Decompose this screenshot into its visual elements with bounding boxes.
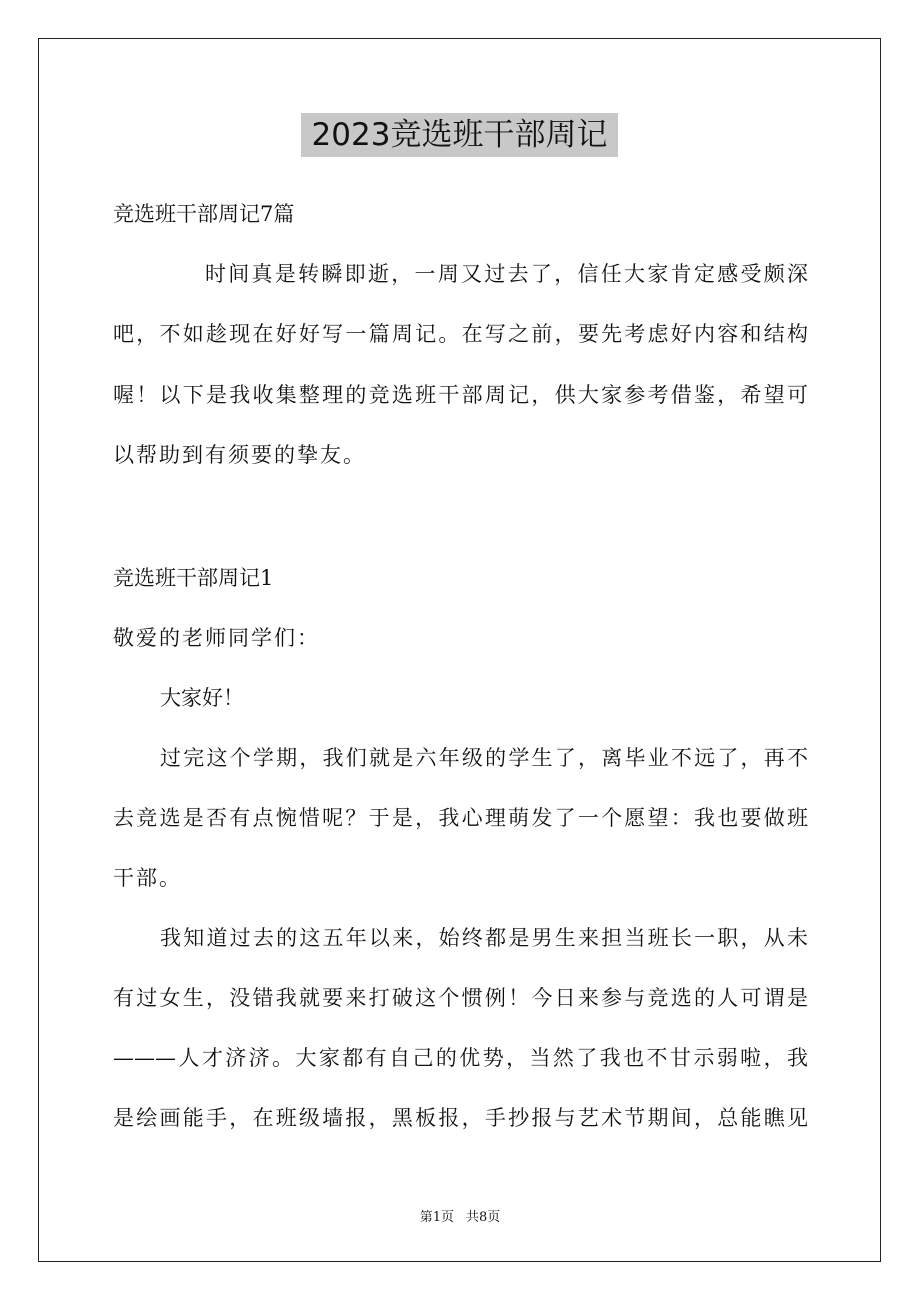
page-footer bbox=[0, 1206, 920, 1225]
paragraph-line: 过完这个学期，我们就是六年级的学生了，离毕业不远了，再不 bbox=[160, 746, 808, 770]
subtitle: 竞选班干部周记7篇 bbox=[113, 202, 295, 226]
salutation: 敬爱的老师同学们： bbox=[113, 626, 320, 650]
page-number: 第1页 bbox=[419, 1210, 454, 1225]
paragraph-line: 干部。 bbox=[113, 866, 182, 890]
paragraph-line: ———人才济济。大家都有自己的优势，当然了我也不甘示弱啦，我 bbox=[113, 1046, 808, 1070]
paragraph-line: 是绘画能手，在班级墙报，黑板报，手抄报与艺术节期间，总能瞧见 bbox=[113, 1106, 808, 1130]
section-heading: 竞选班干部周记1 bbox=[113, 566, 274, 590]
page-total: 共8页 bbox=[466, 1210, 501, 1225]
paragraph-line: 我知道过去的这五年以来，始终都是男生来担当班长一职，从未 bbox=[160, 926, 808, 950]
document-title: 2023竞选班干部周记 bbox=[301, 113, 618, 157]
intro-line: 以帮助到有须要的挚友。 bbox=[113, 443, 366, 467]
paragraph-line: 去竞选是否有点惋惜呢？于是，我心理萌发了一个愿望：我也要做班 bbox=[113, 806, 808, 830]
intro-line: 时间真是转瞬即逝，一周又过去了，信任大家肯定感受颇深 bbox=[205, 262, 808, 286]
paragraph-line: 有过女生，没错我就要来打破这个惯例！今日来参与竞选的人可谓是 bbox=[113, 986, 808, 1010]
greeting: 大家好！ bbox=[160, 686, 244, 710]
intro-line: 吧，不如趁现在好好写一篇周记。在写之前，要先考虑好内容和结构 bbox=[113, 322, 808, 346]
intro-line: 喔！以下是我收集整理的竞选班干部周记，供大家参考借鉴，希望可 bbox=[113, 383, 808, 407]
